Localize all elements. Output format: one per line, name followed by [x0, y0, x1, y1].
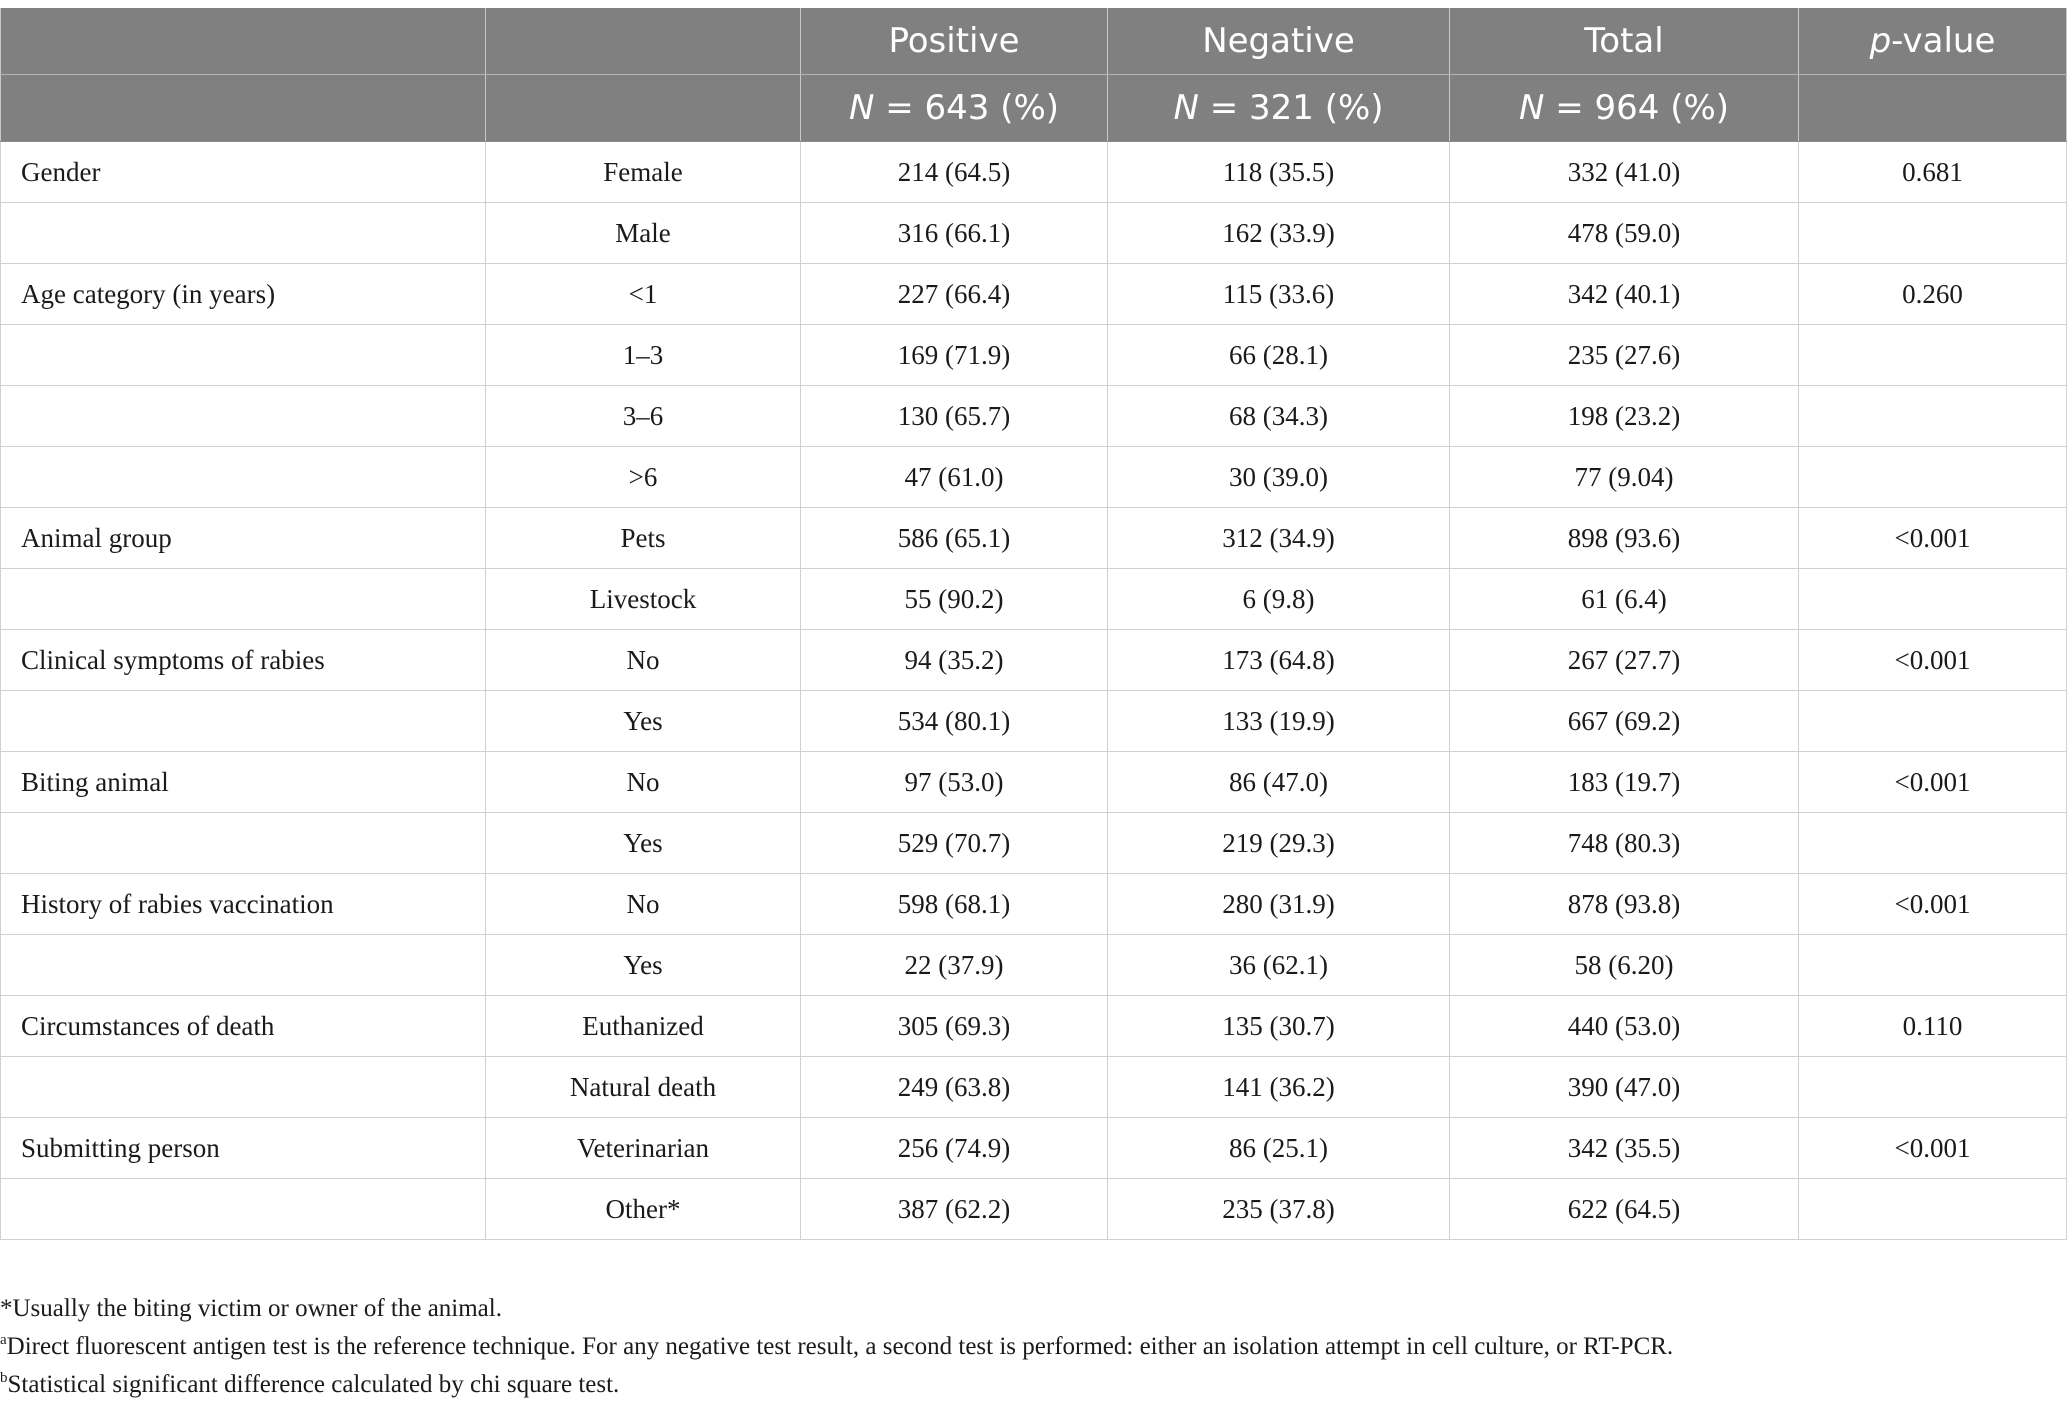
cell-category: Yes [486, 813, 801, 874]
footnote-text: Direct fluorescent antigen test is the reference technique. For any negative test result, a second test is performed: either an isolation attempt in cell culture, or RT-PCR. [6, 1333, 1674, 1360]
cell-negative: 68 (34.3) [1108, 386, 1450, 447]
footnote [0, 1328, 2067, 1366]
table-row [1, 935, 2067, 996]
cell-positive: 387 (62.2) [801, 1179, 1108, 1240]
cell-negative: 30 (39.0) [1108, 447, 1450, 508]
table-row [1, 752, 2067, 813]
cell-variable [1, 325, 486, 386]
cell-negative: 280 (31.9) [1108, 874, 1450, 935]
table-row [1, 1057, 2067, 1118]
header-p-rest: -value [1891, 21, 1996, 61]
cell-positive: 256 (74.9) [801, 1118, 1108, 1179]
cell-negative: 66 (28.1) [1108, 325, 1450, 386]
cell-variable [1, 813, 486, 874]
cell-p-value: <0.001 [1799, 752, 2067, 813]
cell-p-value [1799, 447, 2067, 508]
table-row [1, 325, 2067, 386]
cell-category: <1 [486, 264, 801, 325]
cell-total: 198 (23.2) [1450, 386, 1799, 447]
cell-positive: 22 (37.9) [801, 935, 1108, 996]
cell-negative: 141 (36.2) [1108, 1057, 1450, 1118]
cell-total: 478 (59.0) [1450, 203, 1799, 264]
cell-p-value: <0.001 [1799, 874, 2067, 935]
negative-n-value: = 321 (%) [1198, 88, 1384, 128]
cell-positive: 316 (66.1) [801, 203, 1108, 264]
footnote-text: Usually the biting victim or owner of the animal. [12, 1295, 502, 1322]
cell-p-value [1799, 813, 2067, 874]
cell-p-value [1799, 935, 2067, 996]
cell-total: 267 (27.7) [1450, 630, 1799, 691]
negative-n-symbol: N [1173, 88, 1199, 128]
table-row [1, 569, 2067, 630]
cell-category: Male [486, 203, 801, 264]
header2-variable-empty [1, 75, 486, 142]
cell-p-value [1799, 569, 2067, 630]
header-negative-n [1108, 75, 1450, 142]
cell-variable [1, 935, 486, 996]
table-row [1, 630, 2067, 691]
cell-total: 183 (19.7) [1450, 752, 1799, 813]
footnote-mark: b [0, 1370, 8, 1386]
cell-positive: 214 (64.5) [801, 142, 1108, 203]
cell-variable: Animal group [1, 508, 486, 569]
cell-variable [1, 1179, 486, 1240]
cell-positive: 97 (53.0) [801, 752, 1108, 813]
cell-variable [1, 1057, 486, 1118]
cell-variable [1, 447, 486, 508]
results-table [0, 8, 2067, 1240]
cell-p-value [1799, 325, 2067, 386]
header-total: Total [1450, 8, 1799, 75]
footnote-mark: * [0, 1295, 13, 1322]
table-row [1, 1179, 2067, 1240]
cell-negative: 6 (9.8) [1108, 569, 1450, 630]
cell-positive: 305 (69.3) [801, 996, 1108, 1057]
header-p-italic: p [1869, 21, 1892, 61]
cell-p-value: 0.260 [1799, 264, 2067, 325]
cell-positive: 534 (80.1) [801, 691, 1108, 752]
cell-total: 61 (6.4) [1450, 569, 1799, 630]
cell-category: No [486, 752, 801, 813]
positive-n-value: = 643 (%) [874, 88, 1060, 128]
cell-p-value: <0.001 [1799, 630, 2067, 691]
cell-category: Euthanized [486, 996, 801, 1057]
cell-category: Yes [486, 935, 801, 996]
header-row-labels [1, 8, 2067, 75]
cell-total: 77 (9.04) [1450, 447, 1799, 508]
table-row [1, 813, 2067, 874]
table-header [1, 8, 2067, 142]
table-row [1, 203, 2067, 264]
cell-total: 332 (41.0) [1450, 142, 1799, 203]
header-negative: Negative [1108, 8, 1450, 75]
cell-category: Veterinarian [486, 1118, 801, 1179]
cell-p-value [1799, 691, 2067, 752]
cell-category: 1–3 [486, 325, 801, 386]
cell-variable [1, 386, 486, 447]
cell-total: 878 (93.8) [1450, 874, 1799, 935]
header-variable [1, 8, 486, 75]
table-row [1, 1118, 2067, 1179]
cell-p-value [1799, 203, 2067, 264]
cell-negative: 219 (29.3) [1108, 813, 1450, 874]
cell-variable: Gender [1, 142, 486, 203]
cell-negative: 86 (47.0) [1108, 752, 1450, 813]
cell-negative: 173 (64.8) [1108, 630, 1450, 691]
cell-total: 440 (53.0) [1450, 996, 1799, 1057]
cell-total: 667 (69.2) [1450, 691, 1799, 752]
cell-variable [1, 691, 486, 752]
header2-category-empty [486, 75, 801, 142]
header-category [486, 8, 801, 75]
cell-total: 898 (93.6) [1450, 508, 1799, 569]
cell-negative: 235 (37.8) [1108, 1179, 1450, 1240]
cell-category: Livestock [486, 569, 801, 630]
header-positive-n [801, 75, 1108, 142]
cell-positive: 55 (90.2) [801, 569, 1108, 630]
cell-p-value [1799, 1179, 2067, 1240]
cell-positive: 598 (68.1) [801, 874, 1108, 935]
cell-category: Yes [486, 691, 801, 752]
cell-total: 748 (80.3) [1450, 813, 1799, 874]
cell-positive: 47 (61.0) [801, 447, 1108, 508]
cell-variable: Submitting person [1, 1118, 486, 1179]
cell-total: 622 (64.5) [1450, 1179, 1799, 1240]
cell-category: Pets [486, 508, 801, 569]
cell-positive: 94 (35.2) [801, 630, 1108, 691]
table-row [1, 447, 2067, 508]
header-positive: Positive [801, 8, 1108, 75]
cell-p-value [1799, 1057, 2067, 1118]
footnote-text: Statistical significant difference calculated by chi square test. [7, 1371, 620, 1398]
cell-category: Natural death [486, 1057, 801, 1118]
footnote [0, 1290, 2067, 1328]
total-n-symbol: N [1518, 88, 1545, 128]
cell-p-value: <0.001 [1799, 1118, 2067, 1179]
cell-p-value [1799, 386, 2067, 447]
cell-variable: Age category (in years) [1, 264, 486, 325]
cell-category: No [486, 874, 801, 935]
header-p-value [1799, 8, 2067, 75]
cell-negative: 86 (25.1) [1108, 1118, 1450, 1179]
cell-p-value: 0.110 [1799, 996, 2067, 1057]
cell-category: Female [486, 142, 801, 203]
cell-variable [1, 203, 486, 264]
cell-total: 342 (40.1) [1450, 264, 1799, 325]
cell-positive: 249 (63.8) [801, 1057, 1108, 1118]
cell-variable: Biting animal [1, 752, 486, 813]
cell-negative: 118 (35.5) [1108, 142, 1450, 203]
table-row [1, 874, 2067, 935]
header-total-n [1450, 75, 1799, 142]
table-row [1, 264, 2067, 325]
cell-variable: History of rabies vaccination [1, 874, 486, 935]
table-row [1, 996, 2067, 1057]
positive-n-symbol: N [848, 88, 875, 128]
cell-negative: 312 (34.9) [1108, 508, 1450, 569]
header-row-counts [1, 75, 2067, 142]
cell-negative: 115 (33.6) [1108, 264, 1450, 325]
cell-positive: 529 (70.7) [801, 813, 1108, 874]
table-row [1, 142, 2067, 203]
results-table-container [0, 8, 2067, 1240]
footnote-mark: a [0, 1332, 7, 1348]
table-row [1, 691, 2067, 752]
cell-category: Other* [486, 1179, 801, 1240]
total-n-value: = 964 (%) [1544, 88, 1730, 128]
cell-negative: 162 (33.9) [1108, 203, 1450, 264]
cell-total: 390 (47.0) [1450, 1057, 1799, 1118]
cell-p-value: <0.001 [1799, 508, 2067, 569]
cell-positive: 227 (66.4) [801, 264, 1108, 325]
cell-negative: 135 (30.7) [1108, 996, 1450, 1057]
cell-category: >6 [486, 447, 801, 508]
cell-category: 3–6 [486, 386, 801, 447]
cell-total: 235 (27.6) [1450, 325, 1799, 386]
cell-negative: 133 (19.9) [1108, 691, 1450, 752]
header2-p-value-empty [1799, 75, 2067, 142]
cell-variable: Circumstances of death [1, 996, 486, 1057]
cell-negative: 36 (62.1) [1108, 935, 1450, 996]
cell-total: 58 (6.20) [1450, 935, 1799, 996]
footnote [0, 1366, 2067, 1404]
table-row [1, 508, 2067, 569]
cell-variable [1, 569, 486, 630]
cell-category: No [486, 630, 801, 691]
cell-p-value: 0.681 [1799, 142, 2067, 203]
cell-positive: 169 (71.9) [801, 325, 1108, 386]
cell-total: 342 (35.5) [1450, 1118, 1799, 1179]
cell-positive: 130 (65.7) [801, 386, 1108, 447]
table-row [1, 386, 2067, 447]
cell-variable: Clinical symptoms of rabies [1, 630, 486, 691]
table-body [1, 142, 2067, 1240]
cell-positive: 586 (65.1) [801, 508, 1108, 569]
table-footnotes [0, 1290, 2067, 1404]
